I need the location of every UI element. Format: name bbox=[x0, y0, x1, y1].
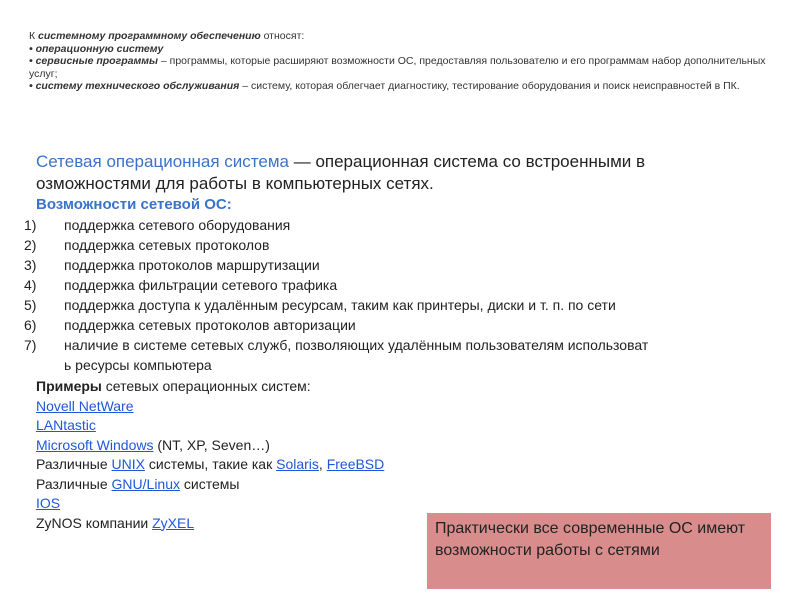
definition-line2: озможностями для работы в компьютерных сетях. bbox=[36, 174, 434, 193]
gnu-line bbox=[36, 475, 636, 495]
intro-item-os: • операционную систему bbox=[29, 42, 164, 55]
features-heading: Возможности сетевой ОС: bbox=[36, 196, 232, 213]
examples-heading bbox=[36, 377, 636, 397]
link-unix[interactable]: UNIX bbox=[111, 456, 145, 472]
list-item bbox=[24, 275, 776, 295]
unix-line bbox=[36, 455, 636, 475]
list-text: поддержка сетевого оборудования bbox=[64, 217, 291, 233]
list-number: 7) bbox=[24, 337, 37, 353]
service-rest: – программы, которые расширяют возможности ОС, предоставляя пользователю и его программам набор дополнительных услуг; bbox=[29, 55, 766, 80]
link-zyxel[interactable]: ZyXEL bbox=[152, 514, 195, 531]
link-novell-netware[interactable]: Novell NetWare bbox=[36, 397, 134, 414]
zynos-prefix: ZyNOS компании bbox=[36, 514, 153, 531]
link-ios[interactable]: IOS bbox=[36, 495, 61, 511]
examples-section bbox=[36, 377, 636, 533]
list-number: 3) bbox=[24, 257, 37, 273]
link-solaris[interactable]: Solaris bbox=[276, 456, 319, 472]
link-freebsd[interactable]: FreeBSD bbox=[326, 456, 385, 472]
intro-item-service bbox=[29, 55, 769, 80]
list-text: поддержка фильтрации сетевого трафика bbox=[64, 277, 338, 293]
comma: , bbox=[318, 456, 327, 472]
list-item bbox=[24, 315, 776, 335]
intro-line bbox=[29, 30, 769, 43]
list-text: ь ресурсы компьютера bbox=[64, 357, 212, 373]
gnu-suffix: системы bbox=[180, 475, 240, 492]
intro-lead: К bbox=[29, 30, 39, 42]
list-item bbox=[24, 295, 776, 315]
definition-term: Сетевая операционная система bbox=[36, 152, 289, 171]
link-lantastic[interactable]: LANtastic bbox=[36, 417, 96, 433]
features-list bbox=[24, 215, 776, 375]
windows-versions: (NT, XP, Seven…) bbox=[153, 436, 270, 453]
list-text: поддержка протоколов маршрутизации bbox=[64, 257, 320, 273]
list-item bbox=[24, 335, 776, 355]
gnu-prefix: Различные bbox=[36, 475, 112, 492]
intro-item-maintenance bbox=[29, 80, 769, 93]
maintenance-rest: – систему, которая облегчает диагностику, тестирование оборудования и поиск неисправностей в ПК. bbox=[239, 80, 740, 93]
note-box: Практически все современные ОС имеют возможности работы с сетями bbox=[427, 513, 771, 589]
list-item-continuation bbox=[34, 355, 776, 375]
examples-head-bold: Примеры bbox=[36, 378, 102, 394]
list-text: поддержка сетевых протоколов bbox=[64, 237, 270, 253]
list-number: 1) bbox=[24, 217, 37, 233]
link-gnu-linux[interactable]: GNU/Linux bbox=[111, 475, 180, 492]
list-number: 2) bbox=[24, 237, 37, 253]
list-text: наличие в системе сетевых служб, позволяющих удалённым пользователям использоват bbox=[64, 337, 649, 353]
maintenance-bold: • систему технического обслуживания bbox=[29, 80, 240, 93]
examples-head-rest: сетевых операционных систем: bbox=[101, 378, 311, 394]
list-item bbox=[24, 255, 776, 275]
system-software-intro bbox=[29, 30, 769, 93]
list-number: 6) bbox=[24, 317, 37, 333]
definition-rest: — операционная система со встроенными в bbox=[289, 152, 646, 171]
list-number: 5) bbox=[24, 297, 37, 313]
list-number: 4) bbox=[24, 277, 37, 293]
list-item bbox=[24, 215, 776, 235]
list-text: поддержка доступа к удалённым ресурсам, таким как принтеры, диски и т. п. по сети bbox=[64, 297, 616, 313]
intro-rest: относят: bbox=[260, 30, 305, 42]
link-microsoft-windows[interactable]: Microsoft Windows bbox=[36, 436, 154, 453]
service-bold: • сервисные программы bbox=[29, 55, 158, 68]
unix-prefix: Различные bbox=[36, 456, 112, 472]
definition bbox=[36, 151, 776, 173]
network-os-section bbox=[24, 151, 776, 373]
list-text: поддержка сетевых протоколов авторизации bbox=[64, 317, 356, 333]
list-item bbox=[24, 235, 776, 255]
intro-bold: системному программному обеспечению bbox=[38, 30, 261, 42]
windows-line bbox=[36, 436, 636, 456]
unix-middle: системы, такие как bbox=[144, 456, 277, 472]
